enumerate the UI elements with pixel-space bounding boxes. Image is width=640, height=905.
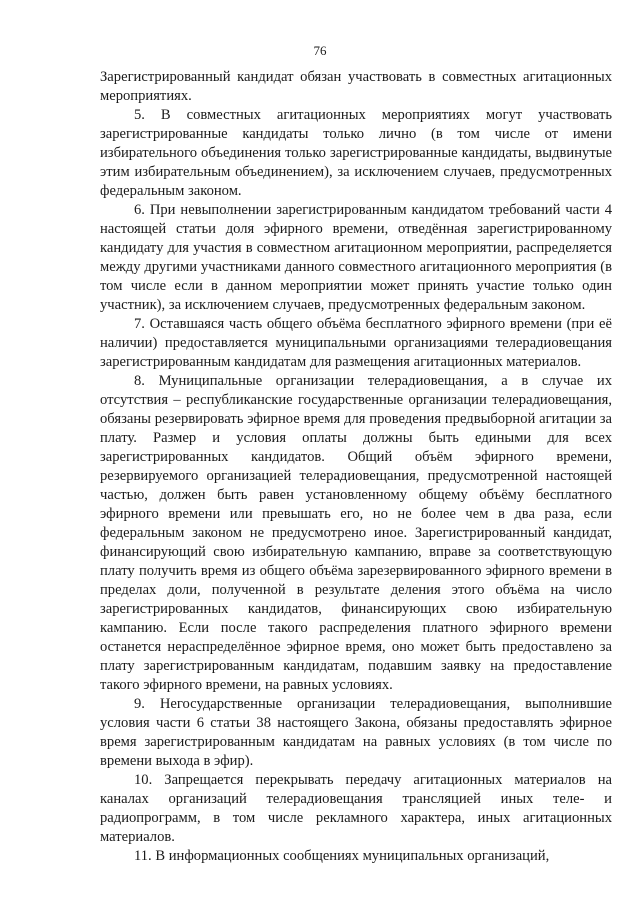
paragraph-part-10: 10. Запрещается перекрывать передачу агитационных материалов на каналах организаций телерадиовещания трансляцией иных теле- и радиопрограмм, в том числе рекламного характера, иных агитационных материалов.: [100, 772, 612, 845]
paragraph-part-5: 5. В совместных агитационных мероприятиях могут участвовать зарегистрированные кандидаты только лично (в том числе от имени избирательного объединения только зарегистрированные кандидаты, выдвинутые этим избирательным объединением), за исключением случаев, предусмотренных федеральным законом.: [100, 107, 612, 199]
paragraph-part-9: 9. Негосударственные организации телерадиовещания, выполнившие условия части 6 статьи 38 настоящего Закона, обязаны предоставлять эфирное время зарегистрированным кандидатам на равных условиях (в том числе по времени выхода в эфир).: [100, 696, 612, 769]
paragraph-continuation: Зарегистрированный кандидат обязан участвовать в совместных агитационных мероприятиях.: [100, 69, 612, 104]
paragraph-part-8: 8. Муниципальные организации телерадиовещания, а в случае их отсутствия – республиканские государственные организации телерадиовещания, обязаны резервировать эфирное время для проведения предвыборной агитации за плату. Размер и условия оплаты должны быть едиными для всех зарегистрированных кандидатов. Общий объём эфирного времени, резервируемого организацией телерадиовещания, предусмотренной настоящей частью, должен быть равен установленному общему объёму бесплатного эфирного времени или превышать его, но не более чем в два раза, если федеральным законом не предусмотрено иное. Зарегистрированный кандидат, финансирующий свою избирательную кампанию, вправе за соответствующую плату получить время из общего объёма зарезервированного эфирного времени в пределах доли, полученной в результате деления этого объёма на число зарегистрированных кандидатов, финансирующих свою избирательную кампанию. Если после такого распределения платного эфирного времени останется нераспределённое эфирное время, оно может быть предоставлено за плату зарегистрированным кандидатам, подавшим заявку на предоставление такого эфирного времени, на равных условиях.: [100, 373, 612, 693]
page-number: 76: [313, 43, 327, 58]
paragraph-part-7: 7. Оставшаяся часть общего объёма бесплатного эфирного времени (при её наличии) предоставляется муниципальными организациями телерадиовещания зарегистрированным кандидатам для размещения агитационных материалов.: [100, 316, 612, 370]
paragraph-part-11: 11. В информационных сообщениях муниципальных организаций,: [134, 848, 550, 864]
document-body: [100, 68, 612, 866]
paragraph-part-6: 6. При невыполнении зарегистрированным кандидатом требований части 4 настоящей статьи доля эфирного времени, отведённая зарегистрированному кандидату для участия в совместном агитационном мероприятии, распределяется между другими участниками данного совместного агитационного мероприятия (в том числе если в данном мероприятии может принять участие только один участник), за исключением случаев, предусмотренных федеральным законом.: [100, 202, 612, 313]
